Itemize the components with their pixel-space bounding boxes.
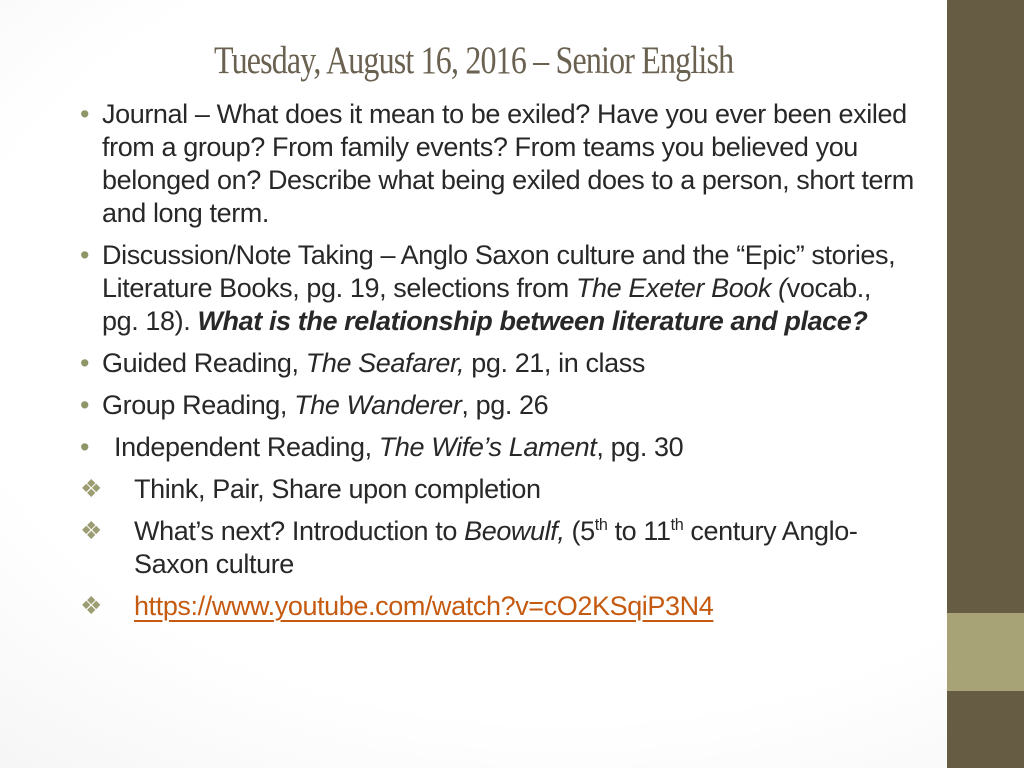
list-item [80, 515, 920, 581]
youtube-link[interactable]: https://www.youtube.com/watch?v=cO2KSqiP3N4 [134, 591, 714, 621]
bullet-list [80, 98, 920, 632]
text-segment: The Wanderer [294, 390, 462, 420]
text-segment: vocab., pg. 18). [102, 273, 872, 336]
list-item [80, 590, 920, 623]
list-item-text [134, 515, 912, 581]
dot-bullet-icon: • [80, 240, 90, 270]
dot-bullet-icon: • [80, 99, 90, 129]
right-accent-band-highlight [947, 613, 1024, 691]
slide-title: Tuesday, August 16, 2016 – Senior English [213, 39, 734, 82]
text-segment: Group Reading, [102, 390, 295, 420]
text-segment: What’s next? Introduction to [134, 516, 465, 546]
text-segment: Discussion/Note Taking – Anglo Saxon culture and the “Epic” stories, Literature Books, pg. 19, selections from [102, 240, 896, 303]
superscript-text: th [594, 516, 608, 534]
text-segment: Journal – What does it mean to be exiled? Have you ever been exiled from a group? From family events? From teams you believed you belonged on? Describe what being exiled does to a person, short term and long term. [102, 99, 914, 228]
list-item-text [102, 239, 914, 338]
list-item-text [134, 590, 713, 623]
list-item [80, 347, 920, 380]
text-segment: century Anglo-Saxon culture [134, 516, 858, 579]
text-segment: The Seafarer, [305, 348, 465, 378]
dot-bullet-icon: • [80, 432, 90, 462]
title-container [0, 38, 947, 83]
list-item-text [114, 431, 683, 464]
text-segment: to 11 [607, 516, 671, 546]
text-segment: (5 [564, 516, 595, 546]
diamond-bullet-icon: ❖ [80, 517, 103, 545]
list-item [80, 98, 920, 230]
text-segment: Beowulf, [464, 516, 565, 546]
dot-bullet-icon: • [80, 348, 90, 378]
text-segment: , pg. 26 [461, 390, 549, 420]
text-segment: Guided Reading, [102, 348, 306, 378]
text-segment: , pg. 30 [596, 432, 684, 462]
text-segment: Independent Reading, [114, 432, 379, 462]
dot-bullet-icon: • [80, 390, 90, 420]
list-item [80, 431, 920, 464]
list-item [80, 239, 920, 338]
text-segment: pg. 21, in class [464, 348, 645, 378]
diamond-bullet-icon: ❖ [80, 475, 103, 503]
diamond-bullet-icon: ❖ [80, 592, 103, 620]
list-item [80, 389, 920, 422]
list-item-text [102, 389, 548, 422]
list-item-text [102, 347, 645, 380]
text-segment: What is the relationship between literature and place? [197, 306, 868, 336]
text-segment: The Exeter Book ( [575, 273, 787, 303]
superscript-text: th [670, 516, 684, 534]
right-accent-band [947, 0, 1024, 768]
text-segment: The Wife’s Lament [378, 432, 597, 462]
text-segment: Think, Pair, Share upon completion [134, 474, 541, 504]
list-item-text [134, 473, 541, 506]
list-item-text [102, 98, 914, 230]
list-item [80, 473, 920, 506]
